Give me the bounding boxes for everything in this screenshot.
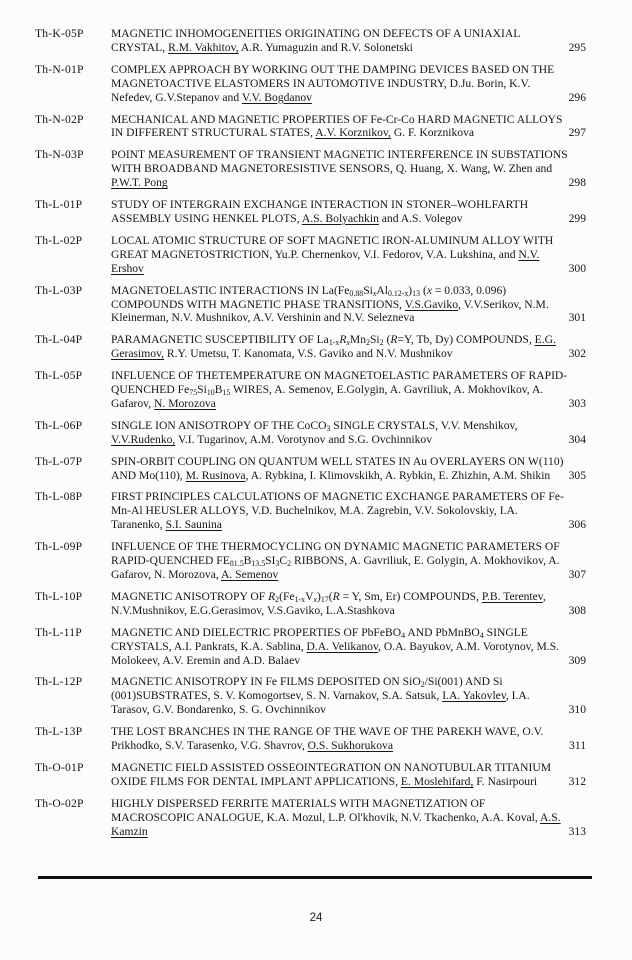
entry-code: Th-L-03P	[35, 283, 83, 297]
entry-text: and A.S. Volegov	[378, 211, 463, 225]
entry-page-number: 312	[568, 774, 586, 788]
entry-code: Th-N-03P	[35, 148, 84, 162]
toc-entry	[35, 27, 602, 55]
entry-code: Th-O-01P	[35, 760, 84, 774]
presenting-author: V.V.Rudenko,	[111, 432, 176, 446]
toc-entry	[35, 761, 602, 789]
entry-page-number: 299	[568, 211, 586, 225]
entry-title	[111, 797, 568, 839]
entry-text: x	[313, 594, 317, 604]
entry-text: 4	[401, 630, 406, 640]
entry-page-number: 302	[568, 347, 586, 361]
entry-text: MAGNETOELASTIC INTERACTIONS IN La(Fe	[111, 283, 350, 297]
entry-code: Th-L-04P	[35, 333, 83, 347]
entry-code: Th-K-05P	[35, 27, 84, 40]
page-footer-number: 24	[309, 912, 323, 924]
entry-page-number: 304	[568, 432, 586, 446]
entry-text: V.I. Tugarinov, A.M. Vorotynov and S.G. Ovchinnikov	[175, 432, 433, 446]
entry-text: B	[214, 383, 223, 397]
entry-text: (Fe	[279, 589, 295, 603]
entry-text: FIRST PRINCIPLES CALCULATIONS OF MAGNETIC EXCHANGE PARAMETERS OF Fe-Mn-Al HEUSLER ALLOYS, V.D. Buchelnikov, M.A. Zagrebin, V.V. Sokolovskiy, I.A. Taranenko,	[111, 490, 564, 532]
entry-title	[111, 333, 568, 361]
entry-title	[111, 540, 568, 582]
toc-entry	[35, 148, 602, 190]
entry-code: Th-L-08P	[35, 490, 83, 504]
entry-title	[111, 761, 568, 789]
entry-text: 1-x	[328, 338, 340, 348]
entry-text: )	[408, 283, 413, 297]
entry-code: Th-L-11P	[35, 625, 82, 639]
toc-entry	[35, 419, 602, 447]
entry-title	[111, 369, 568, 411]
entry-title	[111, 419, 568, 447]
entry-text: Si	[363, 283, 373, 297]
presenting-author: R.M. Vakhitov,	[168, 40, 239, 54]
entry-text: Mn	[349, 333, 367, 347]
toc-entry	[35, 198, 602, 226]
entry-code: Th-N-01P	[35, 62, 84, 76]
presenting-author: P.W.T. Pong	[111, 176, 168, 190]
toc-entry	[35, 797, 602, 839]
entry-page-number: 313	[568, 824, 586, 838]
toc-entry	[35, 725, 602, 753]
toc-entry	[35, 490, 602, 532]
entry-text: (	[383, 333, 391, 347]
entry-page-number: 308	[568, 603, 586, 617]
entry-text: , O.A. Bayukov, A.M. Vorotynov, M.S. Molokeev, A.V. Eremin and A.D. Balaev	[111, 639, 560, 667]
toc-entry	[35, 234, 602, 276]
entry-text: LOCAL ATOMIC STRUCTURE OF SOFT MAGNETIC IRON-ALUMINUM ALLOY WITH GREAT MAGNETOSTRICTION, Yu.P. Chernenkov, V.I. Fedorov, V.A. Lukshina, and	[111, 233, 554, 261]
presenting-author: A. Semenov	[221, 568, 279, 581]
entry-text: WIRES, A. Semenov, E.Golygin, A. Gavriliuk, A. Mokhovikov, A. Gafarov,	[111, 383, 544, 410]
entry-text: (	[328, 589, 333, 603]
toc-entry	[35, 626, 602, 668]
entry-text: , N.V.Mushnikov, E.G.Gerasimov, V.S.Gaviko, L.A.Stashkova	[111, 589, 546, 617]
entry-text: SINGLE CRYSTALS, A.I. Pankrats, K.A. Sablina,	[111, 625, 528, 653]
entry-page-number: 307	[568, 568, 586, 581]
entry-title	[111, 27, 568, 55]
presenting-author: A.S. Bolyachkin	[301, 211, 379, 225]
entry-text: 13	[412, 288, 421, 298]
toc-entry	[35, 333, 602, 361]
entry-page-number: 309	[568, 653, 586, 667]
presenting-author: D.A. Velikanov	[306, 639, 379, 653]
entry-text: V	[305, 589, 314, 603]
entry-text: AND PbMnBO	[405, 625, 480, 639]
presenting-author: V.S.Gaviko	[404, 297, 458, 311]
entry-text: INFLUENCE OF THETEMPERATURE ON MAGNETOELASTIC PARAMETERS OF RAPID-QUENCHED Fe	[111, 369, 568, 397]
entry-text: 81.5	[229, 559, 244, 569]
entry-text: = Y, Sm, Er) COMPOUNDS,	[339, 589, 482, 603]
toc-entry	[35, 63, 602, 105]
entry-text: RIBBONS, A. Gavriliuk, E. Golygin, A. Mokhovikov, A. Gafarov, N. Morozova,	[111, 554, 560, 581]
entry-page-number: 310	[568, 703, 586, 717]
entry-text: MAGNETIC INHOMOGENEITIES ORIGINATING ON DEFECTS OF A UNIAXIAL CRYSTAL,	[111, 27, 520, 54]
entry-text: R	[390, 333, 398, 347]
entry-text: C	[279, 554, 288, 568]
entry-text: Al	[376, 283, 388, 297]
entry-title	[111, 725, 568, 753]
entry-text: 75	[189, 388, 198, 397]
entry-text: THE LOST BRANCHES IN THE RANGE OF THE WAVE OF THE PAREKH WAVE, O.V. Prikhodko, S.V. Tarasenko, V.G. Shavrov,	[111, 725, 544, 753]
entry-text: 17	[320, 594, 329, 604]
presenting-author: O.S. Sukhorukova	[307, 739, 393, 753]
entry-page-number: 305	[568, 468, 586, 482]
entry-title	[111, 590, 568, 618]
entry-text: , I.A. Tarasov, G.V. Bondarenko, S. G. Ovchinnikov	[111, 689, 530, 717]
entry-text: 13.5	[251, 559, 266, 569]
entry-text: MAGNETIC ANISOTROPY OF	[111, 589, 269, 603]
entry-code: Th-L-01P	[35, 198, 83, 212]
entry-text: 2	[366, 338, 370, 348]
entry-page-number: 295	[568, 40, 586, 54]
presenting-author: M. Rusinova	[185, 468, 246, 482]
toc-list	[35, 27, 602, 839]
entry-text: R.Y. Umetsu, T. Kanomata, V.S. Gaviko and N.V. Mushnikov	[164, 347, 453, 361]
entry-text: MECHANICAL AND MAGNETIC PROPERTIES OF Fe-Cr-Co HARD MAGNETIC ALLOYS IN DIFFERENT STRUCTURAL STATES,	[111, 112, 563, 140]
entry-text: 2	[379, 338, 384, 348]
entry-text: x	[426, 283, 432, 297]
entry-text: R	[268, 589, 276, 603]
entry-text: PARAMAGNETIC SUSCEPTIBILITY OF La	[111, 333, 329, 347]
entry-text: 10	[206, 388, 215, 397]
presenting-author: E.G. Gerasimov,	[111, 333, 556, 361]
presenting-author: N. Morozova	[154, 396, 216, 410]
entry-text: SPIN-ORBIT COUPLING ON QUANTUM WELL STATES IN Au OVERLAYERS ON W(110) AND Mo(110),	[111, 454, 564, 482]
entry-title	[111, 675, 568, 717]
entry-text: = 0.033, 0.096) COMPOUNDS WITH MAGNETIC PHASE TRANSITIONS,	[111, 283, 507, 311]
presenting-author: E. Moslehifard,	[400, 774, 474, 788]
entry-text: 2	[275, 594, 280, 604]
entry-text: , V.V.Serikov, N.M. Kleinerman, N.V. Mushnikov, A.V. Vershinin and N.V. Selezneva	[111, 297, 549, 325]
entry-text: STUDY OF INTERGRAIN EXCHANGE INTERACTION IN STONER–WOHLFARTH ASSEMBLY USING HENKEL PLOTS,	[111, 198, 529, 225]
toc-entry	[35, 675, 602, 717]
entry-code: Th-N-02P	[35, 112, 84, 126]
entry-text: 2	[287, 559, 292, 569]
entry-text: Si	[369, 333, 380, 347]
entry-text: 2	[420, 680, 425, 690]
entry-page-number: 298	[568, 176, 586, 190]
entry-text: MAGNETIC ANISOTROPY IN Fe FILMS DEPOSITED ON SiO	[111, 675, 421, 689]
toc-entry	[35, 113, 602, 141]
entry-text: /Si(001) AND Si (001)SUBSTRATES, S. V. Komogortsev, S. N. Varnakov, S.A. Satsuk,	[111, 675, 503, 703]
entry-code: Th-L-06P	[35, 418, 83, 432]
entry-text: MAGNETIC FIELD ASSISTED OSSEOINTEGRATION ON NANOTUBULAR TITANIUM OXIDE FILMS FOR DENTAL IMPLANT APPLICATIONS,	[111, 760, 552, 788]
entry-text: SINGLE CRYSTALS, V.V. Menshikov,	[330, 418, 518, 432]
presenting-author: I.A. Yakovlev	[442, 689, 506, 703]
entry-text: 0.88	[349, 288, 364, 298]
entry-page-number: 300	[568, 261, 586, 275]
entry-text: G. F. Korznikova	[390, 126, 475, 140]
entry-title	[111, 234, 568, 276]
toc-entry	[35, 455, 602, 483]
presenting-author: A.V. Korznikov,	[315, 126, 391, 140]
entry-code: Th-L-12P	[35, 675, 83, 689]
entry-text: F. Nasirpouri	[473, 774, 538, 788]
entry-code: Th-L-13P	[35, 725, 83, 739]
entry-title	[111, 113, 568, 141]
entry-code: Th-O-02P	[35, 796, 84, 810]
entry-text: )	[316, 589, 321, 603]
toc-entry	[35, 590, 602, 618]
entry-text: x	[372, 288, 377, 298]
toc-entry	[35, 540, 602, 582]
entry-text: HIGHLY DISPERSED FERRITE MATERIALS WITH MAGNETIZATION OF MACROSCOPIC ANALOGUE, K.A. Mozul, L.P. Ol'khovik, N.V. Tkachenko, A.A. Koval,	[111, 796, 541, 824]
entry-title	[111, 490, 568, 532]
entry-text: , A. Rybkina, I. Klimovskikh, A. Rybkin, E. Zhizhin, A.M. Shikin	[245, 468, 551, 482]
presenting-author: S.I. Saunina	[165, 518, 222, 532]
entry-text: x	[346, 338, 350, 348]
entry-text: 3	[275, 559, 280, 569]
entry-text: COMPLEX APPROACH BY WORKING OUT THE DAMPING DEVICES BASED ON THE MAGNETOACTIVE ELASTOMERS IN AUTOMOTIVE INDUSTRY, D.Ju. Borin, K.V. Nefedev, G.V.Stepanov and	[111, 62, 555, 104]
entry-text: POINT MEASUREMENT OF TRANSIENT MAGNETIC INTERFERENCE IN SUBSTATIONS WITH BROADBAND MAGNETORESISTIVE SENSORS, Q. Huang, X. Wang, W. Zhen and	[111, 148, 568, 176]
entry-text: A.R. Yumaguzin and R.V. Solonetski	[238, 40, 413, 54]
entry-text: 1-x	[294, 594, 306, 604]
entry-text: =Y, Tb, Dy) COMPOUNDS,	[397, 333, 535, 347]
entry-code: Th-L-07P	[35, 454, 83, 468]
entry-text: MAGNETIC AND DIELECTRIC PROPERTIES OF PbFeBO	[111, 625, 402, 639]
entry-page-number: 296	[568, 90, 586, 104]
entry-text: R	[332, 589, 340, 603]
entry-page-number: 301	[568, 311, 586, 325]
entry-text: 4	[479, 630, 484, 640]
presenting-author: V.V. Bogdanov	[241, 90, 312, 104]
entry-text: B	[243, 554, 252, 568]
entry-text: R	[339, 333, 347, 347]
entry-code: Th-L-10P	[35, 589, 83, 603]
entry-code: Th-L-05P	[35, 369, 83, 383]
entry-title	[111, 198, 568, 226]
presenting-author: P.B. Terentev	[481, 589, 543, 603]
entry-text: SI	[265, 554, 276, 568]
entry-text: (	[420, 283, 427, 297]
entry-title	[111, 148, 568, 190]
entry-code: Th-L-09P	[35, 540, 83, 554]
toc-entry	[35, 284, 602, 326]
entry-page-number: 306	[568, 518, 586, 532]
entry-title	[111, 455, 568, 483]
entry-title	[111, 626, 568, 668]
entry-page-number: 303	[568, 396, 586, 410]
presenting-author: A.S. Kamzin	[111, 810, 561, 838]
entry-title	[111, 63, 568, 105]
toc-entry	[35, 369, 602, 411]
entry-title	[111, 284, 568, 326]
entry-page-number: 311	[569, 739, 586, 753]
entry-code: Th-L-02P	[35, 233, 83, 247]
entry-text: 0.12-x	[387, 288, 409, 298]
entry-text: 15	[222, 388, 231, 397]
entry-text: INFLUENCE OF THE THERMOCYCLING ON DYNAMIC MAGNETIC PARAMETERS OF RAPID-QUENCHED FE	[111, 540, 560, 568]
footer-rule	[38, 876, 592, 879]
entry-text: Si	[197, 383, 207, 397]
presenting-author: N.V. Ershov	[111, 247, 540, 275]
entry-page-number: 297	[568, 126, 586, 140]
entry-text: SINGLE ION ANISOTROPY OF THE CoCO	[111, 418, 327, 432]
entry-text: 3	[326, 423, 331, 433]
